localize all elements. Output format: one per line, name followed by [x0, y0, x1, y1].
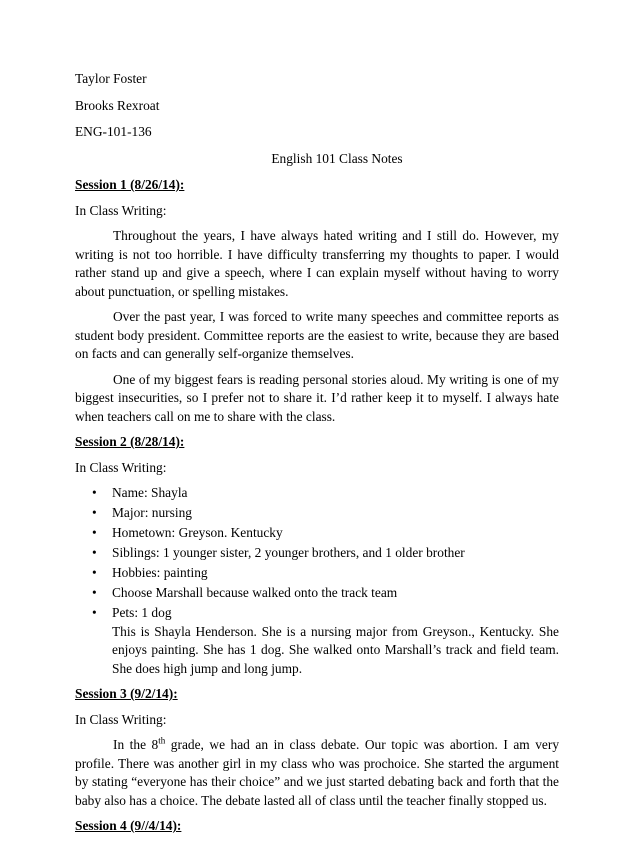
- ordinal-suffix: th: [158, 735, 166, 746]
- list-item-text: Choose Marshall because walked onto the track team: [112, 585, 398, 600]
- bullet-icon: •: [92, 485, 97, 500]
- bullet-icon: •: [92, 505, 97, 520]
- list-item-text: Hobbies: painting: [112, 565, 208, 580]
- bullet-icon: •: [92, 525, 97, 540]
- session-2-summary: This is Shayla Henderson. She is a nursing major from Greyson., Kentucky. She enjoys painting. She has 1 dog. She walked onto Marshall’s track and field team. She does high jump and long jump.: [112, 623, 559, 676]
- session-1-paragraph-1: Throughout the years, I have always hated writing and I still do. However, my writing is not too horrible. I have difficulty transferring my thoughts to paper. I would rather stand up and give a speech, where I can explain myself without having to worry about punctuation, or spelling mistakes.: [75, 228, 559, 299]
- list-item: [75, 604, 559, 623]
- list-item: [75, 564, 559, 583]
- session-1-paragraph-3: One of my biggest fears is reading personal stories aloud. My writing is one of my biggest insecurities, so I prefer not to share it. I’d rather keep it to myself. I always hate when teachers call on me to share with the class.: [75, 371, 559, 424]
- session-1-label: In Class Writing:: [75, 202, 167, 218]
- list-item: [75, 544, 559, 563]
- list-item: [75, 484, 559, 503]
- session-2-bullet-list: [75, 484, 559, 623]
- session-2-heading: Session 2 (8/28/14):: [75, 434, 185, 449]
- instructor-name: Brooks Rexroat: [75, 97, 160, 113]
- session-3-label: In Class Writing:: [75, 711, 167, 727]
- bullet-icon: •: [92, 585, 97, 600]
- list-item-text: Pets: 1 dog: [112, 605, 172, 620]
- document-page: [75, 70, 559, 843]
- session-3-heading: Session 3 (9/2/14):: [75, 686, 178, 701]
- course-code: ENG-101-136: [75, 124, 152, 139]
- list-item: [75, 524, 559, 543]
- session-1-heading: Session 1 (8/26/14):: [75, 177, 185, 192]
- session-3-paragraph: [75, 736, 559, 810]
- list-item: [75, 584, 559, 603]
- bullet-icon: •: [92, 605, 97, 620]
- list-item-text: Siblings: 1 younger sister, 2 younger brothers, and 1 older brother: [112, 545, 465, 560]
- bullet-icon: •: [92, 565, 97, 580]
- session-2-label: In Class Writing:: [75, 459, 167, 475]
- bullet-icon: •: [92, 545, 97, 560]
- list-item-text: Hometown: Greyson. Kentucky: [112, 525, 283, 540]
- list-item-text: Name: Shayla: [112, 485, 188, 500]
- list-item: [75, 504, 559, 523]
- author-name: Taylor Foster: [75, 71, 147, 86]
- session-3-text-rest: grade, we had an in class debate. Our topic was abortion. I am very profile. There was another girl in my class who was prochoice. She started the argument by stating “everyone has their choice” and we just started debating back and forth that the baby also has a choice. The debate lasted all of class until the teacher finally stopped us.: [75, 737, 560, 808]
- session-3-text-start: In the 8: [113, 737, 159, 752]
- list-item-text: Major: nursing: [112, 505, 192, 520]
- session-4-heading: Session 4 (9//4/14):: [75, 818, 182, 833]
- session-1-paragraph-2: Over the past year, I was forced to write many speeches and committee reports as student body president. Committee reports are the easiest to write, because they are based on facts and can generally self-organize themselves.: [75, 309, 559, 361]
- document-title: English 101 Class Notes: [271, 150, 403, 166]
